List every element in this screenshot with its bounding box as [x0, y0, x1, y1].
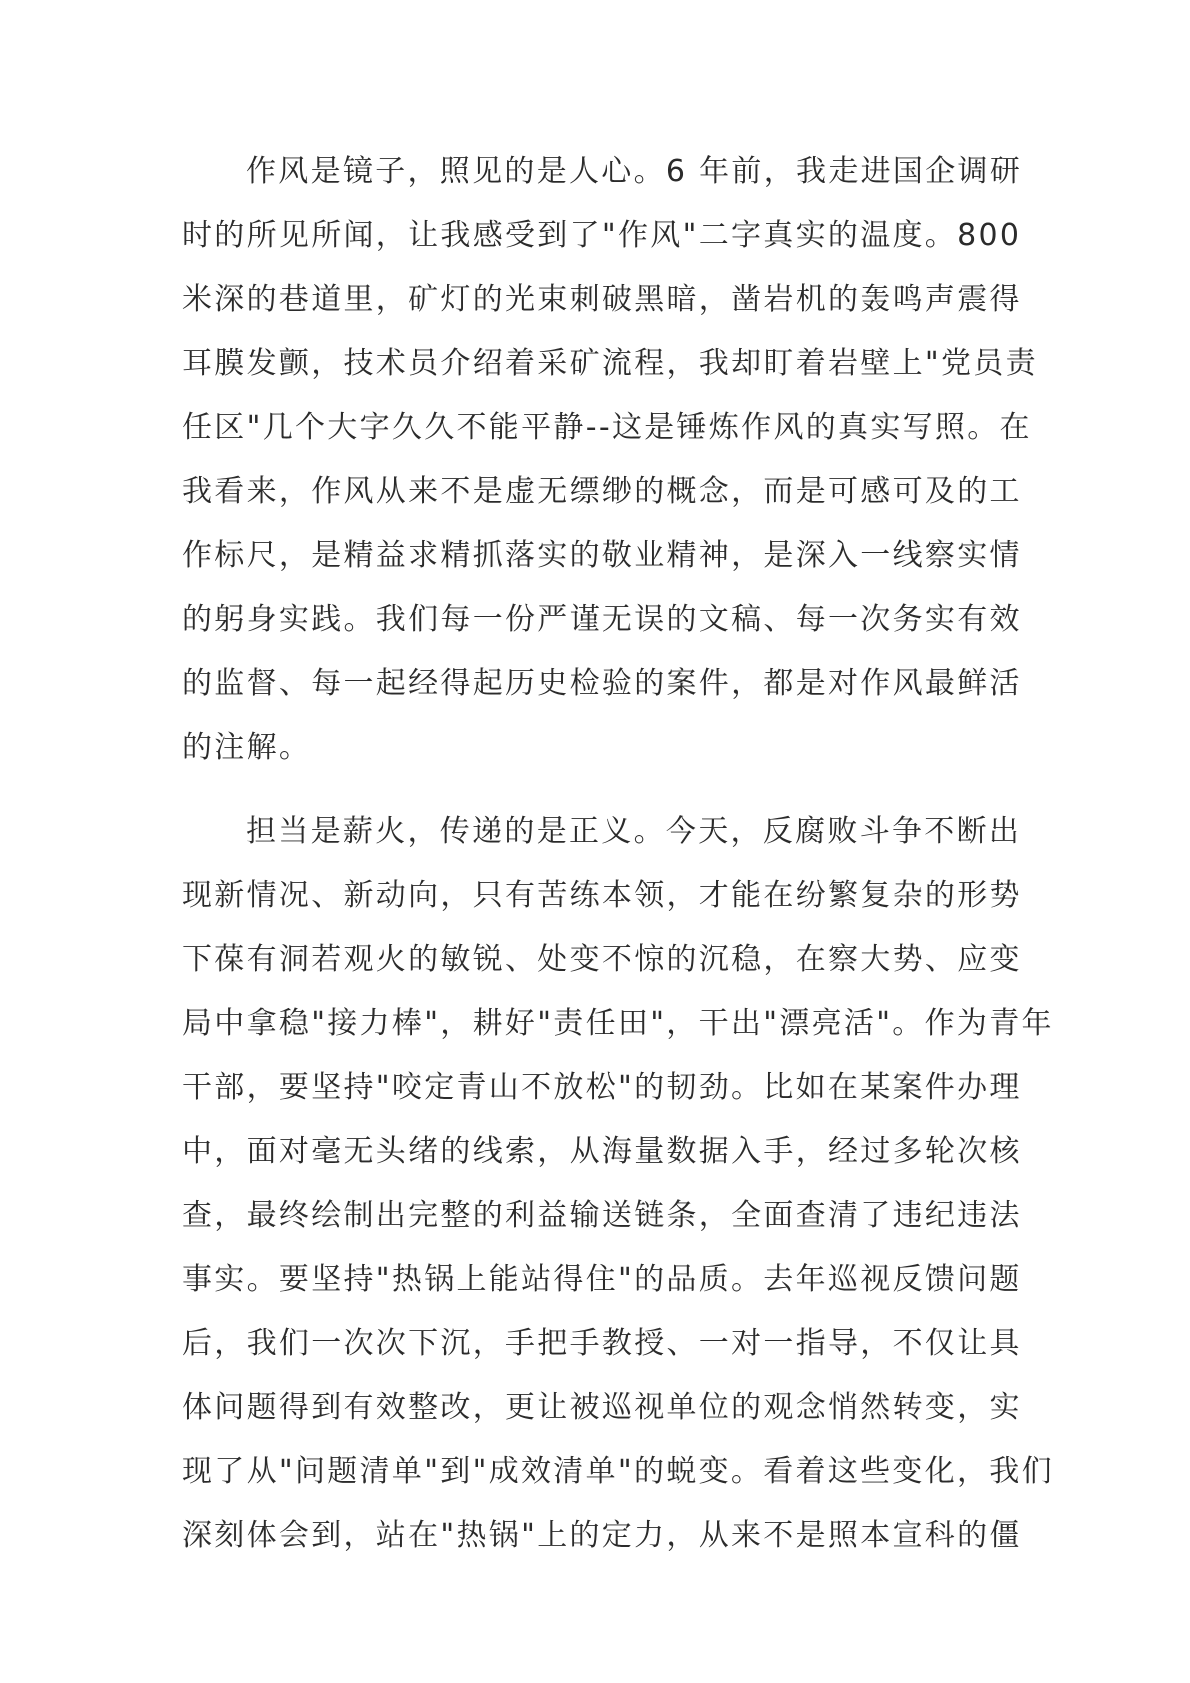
text-line: 米深的巷道里，矿灯的光束刺破黑暗，凿岩机的轰鸣声震得: [182, 282, 1022, 317]
text-line: 的注解。: [182, 730, 312, 765]
text-line: 现新情况、新动向，只有苦练本领，才能在纷繁复杂的形势: [182, 878, 1022, 913]
text-line: 作风是镜子，照见的是人心。6 年前，我走进国企调研: [246, 154, 1023, 189]
text-line: 作标尺，是精益求精抓落实的敬业精神，是深入一线察实情: [182, 538, 1022, 573]
text-line: 的监督、每一起经得起历史检验的案件，都是对作风最鲜活: [182, 666, 1022, 701]
text-line: 时的所见所闻，让我感受到了"作风"二字真实的温度。800: [182, 218, 1022, 253]
text-line: 体问题得到有效整改，更让被巡视单位的观念悄然转变，实: [182, 1390, 1022, 1425]
text-line: 担当是薪火，传递的是正义。今天，反腐败斗争不断出: [246, 814, 1022, 849]
text-line: 查，最终绘制出完整的利益输送链条，全面查清了违纪违法: [182, 1198, 1022, 1233]
text-line: 深刻体会到，站在"热锅"上的定力，从来不是照本宣科的僵: [182, 1518, 1022, 1553]
document-body: [182, 140, 1054, 1568]
text-line: 中，面对毫无头绪的线索，从海量数据入手，经过多轮次核: [182, 1134, 1022, 1169]
text-line: 现了从"问题清单"到"成效清单"的蜕变。看着这些变化，我们: [182, 1454, 1054, 1489]
text-line: 的躬身实践。我们每一份严谨无误的文稿、每一次务实有效: [182, 602, 1022, 637]
text-line: 任区"几个大字久久不能平静--这是锤炼作风的真实写照。在: [182, 410, 1032, 445]
text-line: 事实。要坚持"热锅上能站得住"的品质。去年巡视反馈问题: [182, 1262, 1022, 1297]
text-line: 下葆有洞若观火的敏锐、处变不惊的沉稳，在察大势、应变: [182, 942, 1022, 977]
paragraph-responsibility: [182, 800, 1054, 1568]
text-line: 后，我们一次次下沉，手把手教授、一对一指导，不仅让具: [182, 1326, 1022, 1361]
paragraph-work-style: [182, 140, 1038, 780]
paragraph-spacer: [182, 780, 1017, 800]
text-line: 耳膜发颤，技术员介绍着采矿流程，我却盯着岩壁上"党员责: [182, 346, 1038, 381]
text-line: 干部，要坚持"咬定青山不放松"的韧劲。比如在某案件办理: [182, 1070, 1022, 1105]
text-line: 我看来，作风从来不是虚无缥缈的概念，而是可感可及的工: [182, 474, 1022, 509]
text-line: 局中拿稳"接力棒"，耕好"责任田"，干出"漂亮活"。作为青年: [182, 1006, 1054, 1041]
